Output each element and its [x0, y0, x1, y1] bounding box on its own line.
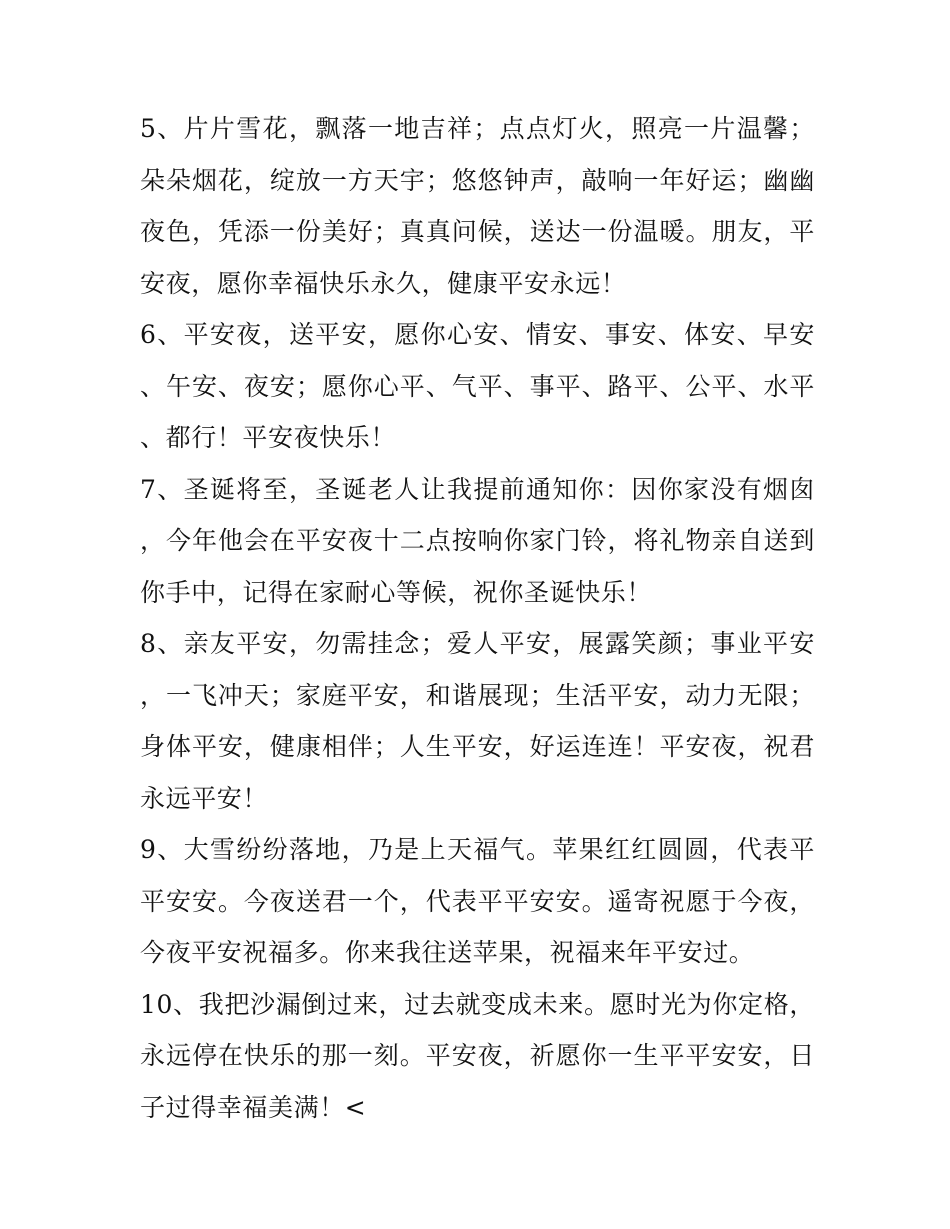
paragraph-6: 6、平安夜，送平安，愿你心安、情安、事安、体安、早安、午安、夜安；愿你心平、气平、事平、路平、公平、水平、都行！平安夜快乐！: [140, 320, 815, 452]
paragraph-7: 7、圣诞将至，圣诞老人让我提前通知你：因你家没有烟囱，今年他会在平安夜十二点按响你家门铃，将礼物亲自送到你手中，记得在家耐心等候，祝你圣诞快乐！: [140, 474, 815, 607]
paragraph-10: 10、我把沙漏倒过来，过去就变成未来。愿时光为你定格，永远停在快乐的那一刻。平安夜，祈愿你一生平平安安，日子过得幸福美满！<: [140, 989, 815, 1122]
paragraph-5: 5、片片雪花，飘落一地吉祥；点点灯火，照亮一片温馨；朵朵烟花，绽放一方天宇；悠悠钟声，敲响一年好运；幽幽夜色，凭添一份美好；真真问候，送达一份温暖。朋友，平安夜，愿你幸福快乐永久，健康平安永远！: [140, 114, 815, 298]
paragraph-8: 8、亲友平安，勿需挂念；爱人平安，展露笑颜；事业平安，一飞冲天；家庭平安，和谐展现；生活平安，动力无限；身体平安，健康相伴；人生平安，好运连连！平安夜，祝君永远平安！: [140, 629, 815, 813]
paragraph-9: 9、大雪纷纷落地，乃是上天福气。苹果红红圆圆，代表平平安安。今夜送君一个，代表平平安安。遥寄祝愿于今夜，今夜平安祝福多。你来我往送苹果，祝福来年平安过。: [140, 835, 815, 967]
document-body: [140, 103, 815, 1133]
